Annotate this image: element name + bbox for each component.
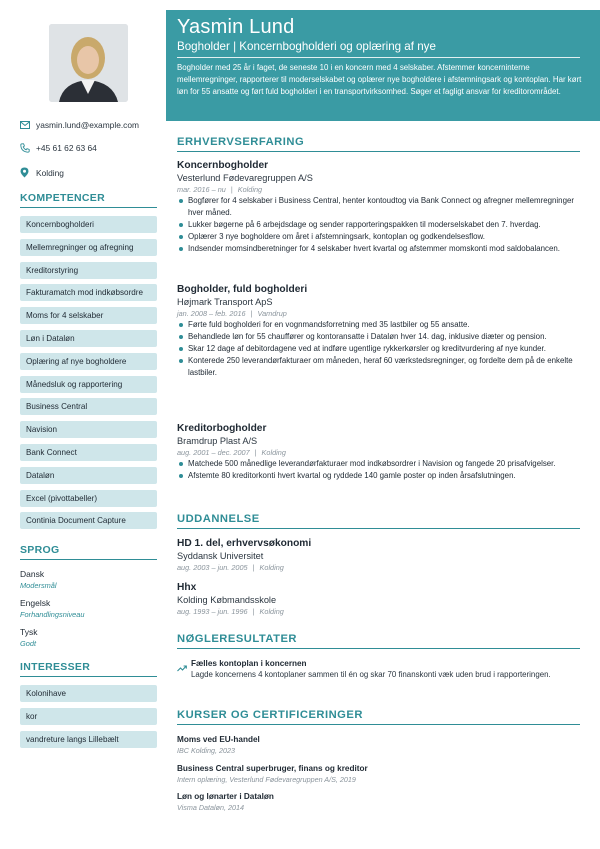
education-meta <box>177 606 580 617</box>
interests-list <box>20 685 157 753</box>
achievement-body <box>191 658 551 681</box>
job-location: Kolding <box>237 185 263 194</box>
skill-chip: Månedsluk og rapportering <box>20 376 157 393</box>
course-item <box>177 763 580 792</box>
meta-separator: | <box>230 185 233 194</box>
languages-list <box>20 569 157 656</box>
email-icon <box>20 121 36 129</box>
job-dates: jan. 2008 – feb. 2016 <box>177 309 246 318</box>
job-bullet: Behandlede løn for 55 chauffører og kontoransatte i Dataløn hver 14. dag, inklusive diæter og pension. <box>177 331 580 343</box>
achievement-item <box>177 658 580 681</box>
phone-icon <box>20 143 36 153</box>
job-bullet: Bogfører for 4 selskaber i Business Central, henter kontoudtog via Bank Connect og afregner mellemregninger hver måned. <box>177 195 580 219</box>
trend-up-icon <box>177 658 191 681</box>
course-item <box>177 791 580 820</box>
skill-chip: Excel (pivottabeller) <box>20 490 157 507</box>
skill-chip: Oplæring af nye bogholdere <box>20 353 157 370</box>
job-bullet: Indsender momsindberetninger for 4 selskaber hvert kvartal og afstemmer momskonti mod saldobalancen. <box>177 243 580 255</box>
language-level: Godt <box>20 639 37 648</box>
job-company: Vesterlund Fødevaregruppen A/S <box>177 173 313 183</box>
education-entry <box>177 582 580 617</box>
courses-list <box>177 734 580 820</box>
education-entry <box>177 538 580 573</box>
contact-phone[interactable] <box>20 143 160 153</box>
languages-heading: SPROG <box>20 544 157 560</box>
job-dates: mar. 2016 – nu <box>177 185 226 194</box>
language-name: Dansk <box>20 569 45 579</box>
language-level: Modersmål <box>20 581 57 590</box>
job-bullet: Afstemte 80 kreditorkonti hvert kvartal og ryddede 140 gamle poster op inden årsafslutningen. <box>177 470 580 482</box>
job-bullet: Matchede 500 månedlige leverandørfakturaer mod indkøbsordrer i Navision og fangede 20 prisafvigelser. <box>177 458 580 470</box>
job-title: Bogholder, fuld bogholderi <box>177 284 308 295</box>
skill-chip: Fakturamatch mod indkøbsordre <box>20 284 157 301</box>
language-name: Tysk <box>20 627 38 637</box>
skill-chip: Continia Document Capture <box>20 512 157 529</box>
contact-email[interactable] <box>20 120 160 130</box>
job-entry <box>177 284 580 379</box>
course-subtitle: Visma Dataløn, 2014 <box>177 803 244 812</box>
meta-separator: | <box>252 563 255 572</box>
person-role: Bogholder | Koncernbogholderi og oplæring af nye <box>177 40 580 58</box>
education-school: Kolding Købmandsskole <box>177 595 277 605</box>
interests-heading: INTERESSER <box>20 661 157 677</box>
skill-chip: Dataløn <box>20 467 157 484</box>
course-title: Business Central superbruger, finans og kreditor <box>177 763 368 773</box>
job-meta <box>177 308 580 319</box>
interest-chip: vandreture langs Lillebælt <box>20 731 157 748</box>
skill-chip: Navision <box>20 421 157 438</box>
education-degree: HD 1. del, erhvervsøkonomi <box>177 538 312 549</box>
skill-chip: Koncernbogholderi <box>20 216 157 233</box>
job-location: Vamdrup <box>257 309 287 318</box>
job-title: Koncernbogholder <box>177 160 269 171</box>
meta-separator: | <box>254 448 257 457</box>
language-name: Engelsk <box>20 598 51 608</box>
sidebar <box>0 0 166 849</box>
email-text: yasmin.lund@example.com <box>36 120 139 130</box>
job-entry <box>177 160 580 255</box>
education-location: Kolding <box>259 563 284 572</box>
language-item <box>20 598 157 627</box>
phone-text: +45 61 62 63 64 <box>36 143 97 153</box>
education-location: Kolding <box>259 607 284 616</box>
course-title: Moms ved EU-handel <box>177 735 260 744</box>
education-meta <box>177 562 580 573</box>
skill-chip: Business Central <box>20 398 157 415</box>
job-bullet: Lukker bøgerne på 6 arbejdsdage og sender rapporteringspakken til moderselskabet den 7. hverdag. <box>177 219 580 231</box>
language-item <box>20 569 157 598</box>
education-degree: Hhx <box>177 582 197 593</box>
contact-location <box>20 167 160 178</box>
education-school: Syddansk Universitet <box>177 551 264 561</box>
skill-chip: Kreditorstyring <box>20 262 157 279</box>
meta-separator: | <box>252 607 255 616</box>
course-subtitle: IBC Kolding, 2023 <box>177 746 235 755</box>
skill-chip: Mellemregninger og afregning <box>20 239 157 256</box>
interest-chip: kor <box>20 708 157 725</box>
interest-chip: Kolonihave <box>20 685 157 702</box>
education-dates: aug. 2003 – jun. 2005 <box>177 563 248 572</box>
job-bullet: Skar 12 dage af debitordagene ved at indføre ugentlige rykkerkørsler og kreditvurdering af nye kunder. <box>177 343 580 355</box>
job-meta <box>177 184 580 195</box>
job-bullet: Førte fuld bogholderi for en vognmandsforretning med 35 lastbiler og 55 ansatte. <box>177 319 580 331</box>
skill-chip: Bank Connect <box>20 444 157 461</box>
person-name: Yasmin Lund <box>177 16 295 38</box>
language-item <box>20 627 157 656</box>
job-bullets <box>177 458 580 482</box>
achievements-heading: NØGLERESULTATER <box>177 633 580 649</box>
location-text: Kolding <box>36 167 64 178</box>
course-subtitle: Intern oplæring, Vesterlund Fødevaregruppen A/S, 2019 <box>177 774 356 784</box>
meta-separator: | <box>250 309 253 318</box>
education-heading: UDDANNELSE <box>177 513 580 529</box>
job-company: Bramdrup Plast A/S <box>177 436 258 446</box>
achievement-desc: Lagde koncernens 4 kontoplaner sammen til én og skar 70 finanskonti væk uden brud i rapporteringen. <box>191 670 551 679</box>
course-title: Løn og lønarter i Dataløn <box>177 792 274 801</box>
course-item <box>177 734 580 763</box>
skills-heading: KOMPETENCER <box>20 192 157 208</box>
achievements-list <box>177 658 580 681</box>
skill-chip: Løn i Dataløn <box>20 330 157 347</box>
job-location: Kolding <box>261 448 286 457</box>
location-pin-icon <box>20 167 36 178</box>
job-title: Kreditorbogholder <box>177 423 267 434</box>
job-meta <box>177 447 580 458</box>
job-bullets <box>177 195 580 255</box>
profile-photo <box>49 24 128 102</box>
job-entry <box>177 423 580 482</box>
header-banner <box>166 10 600 121</box>
job-dates: aug. 2001 – dec. 2007 <box>177 448 250 457</box>
achievement-title: Fælles kontoplan i koncernen <box>191 659 307 668</box>
job-bullet: Konterede 250 leverandørfakturaer om måneden, heraf 60 værkstedsregninger, og fordelte dem på de enkelte lastbiler. <box>177 355 580 379</box>
skills-list <box>20 216 157 535</box>
skill-chip: Moms for 4 selskaber <box>20 307 157 324</box>
job-bullets <box>177 319 580 379</box>
education-dates: aug. 1993 – jun. 1996 <box>177 607 248 616</box>
experience-heading: ERHVERVSERFARING <box>177 136 580 152</box>
courses-heading: KURSER OG CERTIFICERINGER <box>177 709 580 725</box>
language-level: Forhandlingsniveau <box>20 610 85 619</box>
profile-summary: Bogholder med 25 år i faget, de seneste 10 i en koncern med 4 selskaber. Afstemmer koncerninterne mellemregninger, rapporterer til moderselskabet og oplærer nye bogholdere i afstemningsark og kontoplan. Har kørt løn for 55 ansatte og ført fuld bogholderi i en transportvirksomhed. Søger et fagligt ansvar for kreditorområdet. <box>177 63 582 96</box>
job-company: Højmark Transport ApS <box>177 297 273 307</box>
job-bullet: Oplærer 3 nye bogholdere om året i afstemningsark, kontoplan og godkendelsesflow. <box>177 231 580 243</box>
